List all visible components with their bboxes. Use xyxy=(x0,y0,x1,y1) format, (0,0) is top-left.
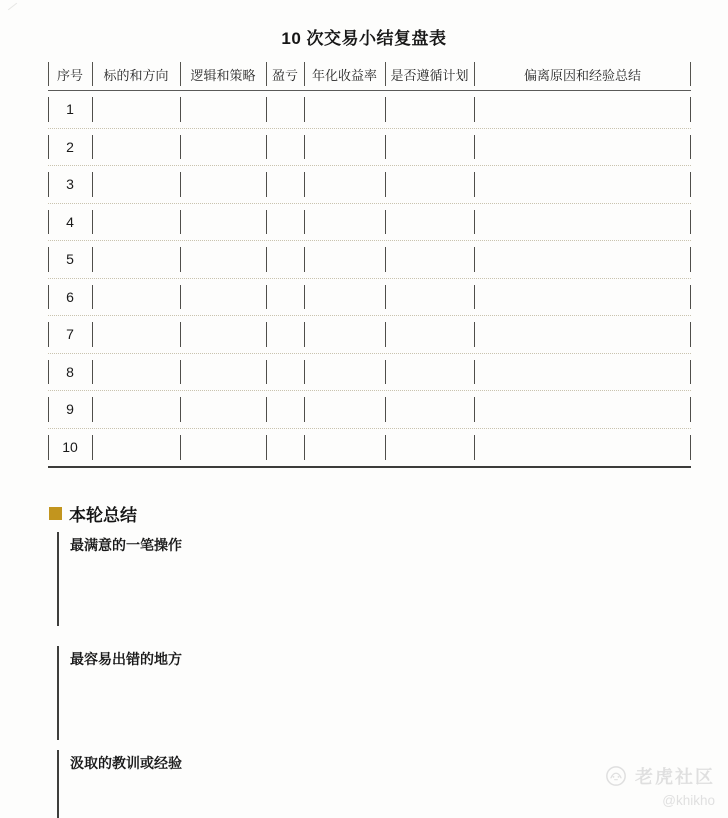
col-header-logic-strategy: 逻辑和策略 xyxy=(180,58,266,90)
summary-section-best-trade xyxy=(57,532,182,626)
table-body xyxy=(48,91,691,468)
table-row xyxy=(48,429,691,467)
pnl-cell xyxy=(266,429,304,467)
followed-plan-cell xyxy=(385,279,474,316)
target-direction-cell xyxy=(92,129,180,166)
followed-plan-cell xyxy=(385,429,474,467)
section-label-lessons-learned: 汲取的教训或经验 xyxy=(70,755,182,771)
summary-heading-label: 本轮总结 xyxy=(69,506,137,525)
deviation-notes-cell xyxy=(474,204,691,241)
col-header-annualized-return: 年化收益率 xyxy=(304,58,385,90)
col-header-deviation-summary: 偏离原因和经验总结 xyxy=(474,58,691,90)
logic-strategy-cell xyxy=(180,279,266,316)
table-row xyxy=(48,166,691,204)
followed-plan-cell xyxy=(385,316,474,353)
row-number-cell: 9 xyxy=(48,391,92,428)
deviation-notes-cell xyxy=(474,316,691,353)
pnl-cell xyxy=(266,166,304,203)
followed-plan-cell xyxy=(385,391,474,428)
pnl-cell xyxy=(266,91,304,128)
table-row xyxy=(48,129,691,167)
row-number-cell: 8 xyxy=(48,354,92,391)
tiger-logo-icon xyxy=(605,765,627,787)
row-number-cell: 3 xyxy=(48,166,92,203)
table-row xyxy=(48,279,691,317)
deviation-notes-cell xyxy=(474,354,691,391)
watermark-brand-row xyxy=(605,763,715,789)
pnl-cell xyxy=(266,204,304,241)
annualized-return-cell xyxy=(304,129,385,166)
target-direction-cell xyxy=(92,354,180,391)
annualized-return-cell xyxy=(304,391,385,428)
row-number-cell: 7 xyxy=(48,316,92,353)
table-row xyxy=(48,391,691,429)
table-row xyxy=(48,91,691,129)
annualized-return-cell xyxy=(304,166,385,203)
pnl-cell xyxy=(266,129,304,166)
followed-plan-cell xyxy=(385,241,474,278)
pnl-cell xyxy=(266,391,304,428)
annualized-return-cell xyxy=(304,279,385,316)
pnl-cell xyxy=(266,316,304,353)
pnl-cell xyxy=(266,279,304,316)
col-header-followed-plan: 是否遵循计划 xyxy=(385,58,474,90)
target-direction-cell xyxy=(92,91,180,128)
deviation-notes-cell xyxy=(474,429,691,467)
watermark xyxy=(605,763,715,808)
col-header-index: 序号 xyxy=(48,58,92,90)
followed-plan-cell xyxy=(385,354,474,391)
logic-strategy-cell xyxy=(180,316,266,353)
target-direction-cell xyxy=(92,429,180,467)
watermark-brand: 老虎社区 xyxy=(635,767,715,787)
followed-plan-cell xyxy=(385,91,474,128)
logic-strategy-cell xyxy=(180,91,266,128)
deviation-notes-cell xyxy=(474,241,691,278)
logic-strategy-cell xyxy=(180,166,266,203)
annualized-return-cell xyxy=(304,429,385,467)
annualized-return-cell xyxy=(304,316,385,353)
trade-review-table xyxy=(48,58,691,468)
logic-strategy-cell xyxy=(180,391,266,428)
annualized-return-cell xyxy=(304,241,385,278)
logic-strategy-cell xyxy=(180,241,266,278)
table-header-row xyxy=(48,58,691,91)
row-number-cell: 2 xyxy=(48,129,92,166)
pnl-cell xyxy=(266,354,304,391)
deviation-notes-cell xyxy=(474,391,691,428)
gold-square-bullet xyxy=(49,507,62,520)
table-row xyxy=(48,204,691,242)
section-label-common-mistakes: 最容易出错的地方 xyxy=(70,651,182,667)
table-row xyxy=(48,241,691,279)
followed-plan-cell xyxy=(385,204,474,241)
deviation-notes-cell xyxy=(474,279,691,316)
target-direction-cell xyxy=(92,166,180,203)
followed-plan-cell xyxy=(385,166,474,203)
col-header-pnl: 盈亏 xyxy=(266,58,304,90)
summary-section-common-mistakes xyxy=(57,646,182,740)
summary-heading xyxy=(49,501,137,526)
annualized-return-cell xyxy=(304,354,385,391)
scan-artifact-mark xyxy=(8,3,17,11)
deviation-notes-cell xyxy=(474,166,691,203)
deviation-notes-cell xyxy=(474,129,691,166)
target-direction-cell xyxy=(92,204,180,241)
target-direction-cell xyxy=(92,279,180,316)
logic-strategy-cell xyxy=(180,204,266,241)
logic-strategy-cell xyxy=(180,354,266,391)
logic-strategy-cell xyxy=(180,129,266,166)
target-direction-cell xyxy=(92,391,180,428)
summary-section-lessons-learned xyxy=(57,750,182,818)
watermark-handle: @khikho xyxy=(662,793,715,808)
row-number-cell: 10 xyxy=(48,429,92,467)
row-number-cell: 5 xyxy=(48,241,92,278)
target-direction-cell xyxy=(92,241,180,278)
table-row xyxy=(48,316,691,354)
pnl-cell xyxy=(266,241,304,278)
table-row xyxy=(48,354,691,392)
section-label-best-trade: 最满意的一笔操作 xyxy=(70,537,182,553)
logic-strategy-cell xyxy=(180,429,266,467)
annualized-return-cell xyxy=(304,91,385,128)
col-header-target-direction: 标的和方向 xyxy=(92,58,180,90)
deviation-notes-cell xyxy=(474,91,691,128)
form-title: 10 次交易小结复盘表 xyxy=(281,29,447,48)
target-direction-cell xyxy=(92,316,180,353)
row-number-cell: 1 xyxy=(48,91,92,128)
followed-plan-cell xyxy=(385,129,474,166)
row-number-cell: 4 xyxy=(48,204,92,241)
annualized-return-cell xyxy=(304,204,385,241)
row-number-cell: 6 xyxy=(48,279,92,316)
